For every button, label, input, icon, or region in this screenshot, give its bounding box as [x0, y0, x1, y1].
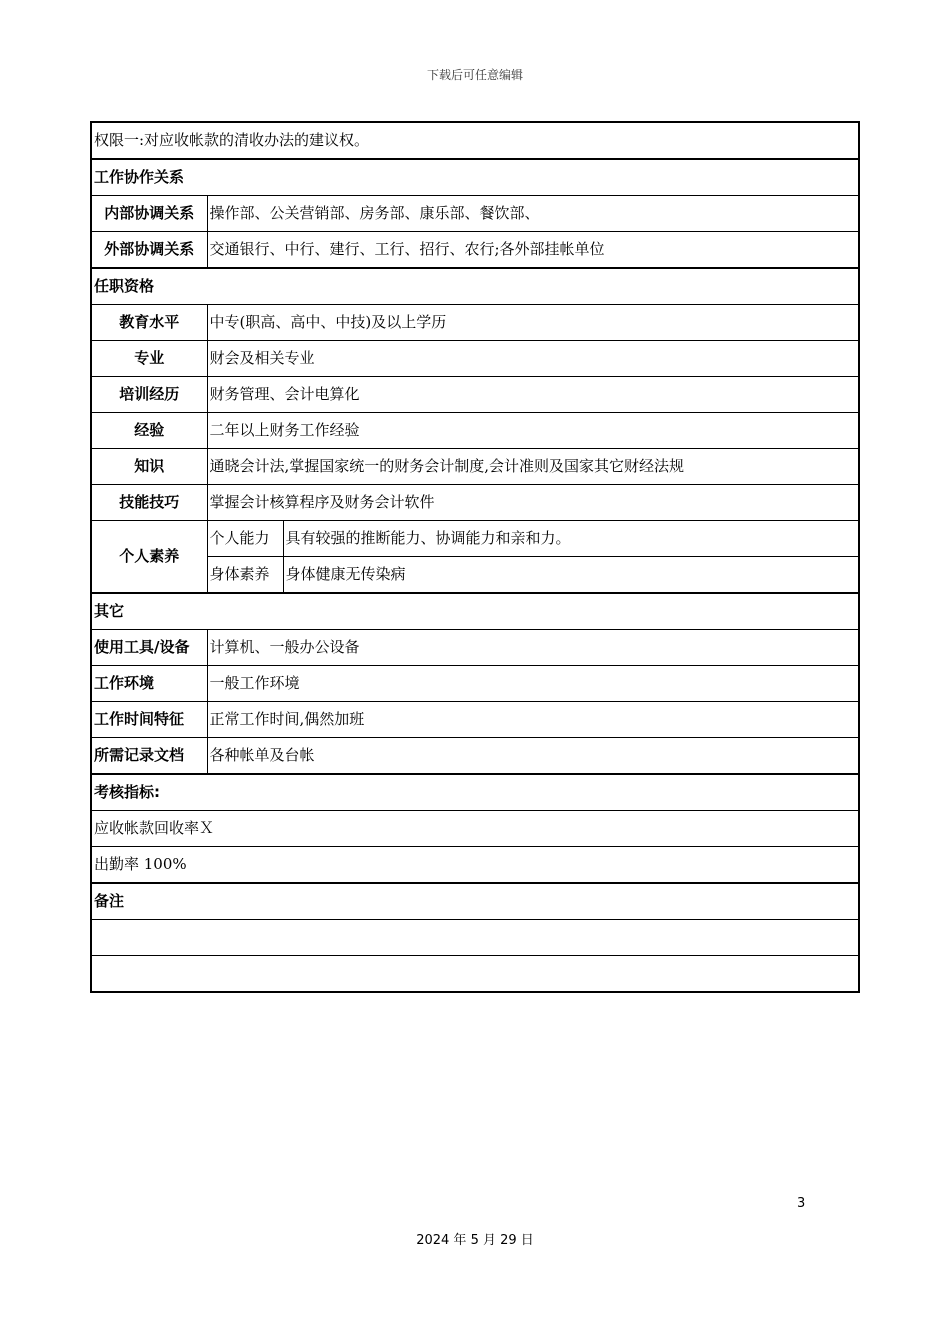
qualifications-section-row: [91, 268, 859, 305]
education-row: [91, 305, 859, 341]
assessment-item: 出勤率 100%: [91, 847, 859, 884]
qualifications-title: 任职资格: [91, 268, 859, 305]
personal-ability-row: [91, 521, 859, 557]
training-row: [91, 377, 859, 413]
skills-label: 技能技巧: [91, 485, 207, 521]
header-note: 下载后可任意编辑: [426, 68, 523, 82]
skills-value: 掌握会计核算程序及财务会计软件: [207, 485, 859, 521]
assessment-item-row: [91, 847, 859, 884]
work-time-row: [91, 702, 859, 738]
authority-row: [91, 122, 859, 159]
environment-value: 一般工作环境: [207, 666, 859, 702]
other-section-row: [91, 593, 859, 630]
remarks-blank-cell: [91, 920, 859, 956]
education-value: 中专(职高、高中、中技)及以上学历: [207, 305, 859, 341]
external-coordination-label: 外部协调关系: [91, 232, 207, 269]
job-description-table: [90, 121, 860, 993]
tools-row: [91, 630, 859, 666]
assessment-item-row: [91, 811, 859, 847]
remarks-blank-row: [91, 920, 859, 956]
assessment-item: 应收帐款回收率Ｘ: [91, 811, 859, 847]
experience-value: 二年以上财务工作经验: [207, 413, 859, 449]
training-value: 财务管理、会计电算化: [207, 377, 859, 413]
experience-label: 经验: [91, 413, 207, 449]
experience-row: [91, 413, 859, 449]
footer-date: 2024 年 5 月 29 日: [416, 1233, 534, 1248]
major-row: [91, 341, 859, 377]
personal-quality-label: 个人素养: [91, 521, 207, 594]
records-value: 各种帐单及台帐: [207, 738, 859, 775]
major-value: 财会及相关专业: [207, 341, 859, 377]
assessment-section-row: [91, 774, 859, 811]
internal-coordination-label: 内部协调关系: [91, 196, 207, 232]
cooperation-title: 工作协作关系: [91, 159, 859, 196]
remarks-blank-cell: [91, 956, 859, 993]
knowledge-value: 通晓会计法,掌握国家统一的财务会计制度,会计准则及国家其它财经法规: [207, 449, 859, 485]
remarks-section-row: [91, 883, 859, 920]
knowledge-row: [91, 449, 859, 485]
work-time-label: 工作时间特征: [91, 702, 207, 738]
skills-row: [91, 485, 859, 521]
environment-row: [91, 666, 859, 702]
personal-ability-label: 个人能力: [207, 521, 283, 557]
major-label: 专业: [91, 341, 207, 377]
page-number: 3: [797, 1196, 806, 1211]
education-label: 教育水平: [91, 305, 207, 341]
work-time-value: 正常工作时间,偶然加班: [207, 702, 859, 738]
personal-ability-value: 具有较强的推断能力、协调能力和亲和力。: [283, 521, 859, 557]
assessment-title: 考核指标:: [91, 774, 859, 811]
physical-quality-label: 身体素养: [207, 557, 283, 594]
physical-quality-value: 身体健康无传染病: [283, 557, 859, 594]
knowledge-label: 知识: [91, 449, 207, 485]
internal-coordination-row: [91, 196, 859, 232]
physical-quality-row: [91, 557, 859, 594]
external-coordination-value: 交通银行、中行、建行、工行、招行、农行;各外部挂帐单位: [207, 232, 859, 269]
tools-value: 计算机、一般办公设备: [207, 630, 859, 666]
records-row: [91, 738, 859, 775]
internal-coordination-value: 操作部、公关营销部、房务部、康乐部、餐饮部、: [207, 196, 859, 232]
records-label: 所需记录文档: [91, 738, 207, 775]
remarks-blank-row: [91, 956, 859, 993]
other-title: 其它: [91, 593, 859, 630]
environment-label: 工作环境: [91, 666, 207, 702]
remarks-title: 备注: [91, 883, 859, 920]
training-label: 培训经历: [91, 377, 207, 413]
authority-text: 权限一:对应收帐款的清收办法的建议权。: [91, 122, 859, 159]
tools-label: 使用工具/设备: [91, 630, 207, 666]
external-coordination-row: [91, 232, 859, 269]
cooperation-section-row: [91, 159, 859, 196]
